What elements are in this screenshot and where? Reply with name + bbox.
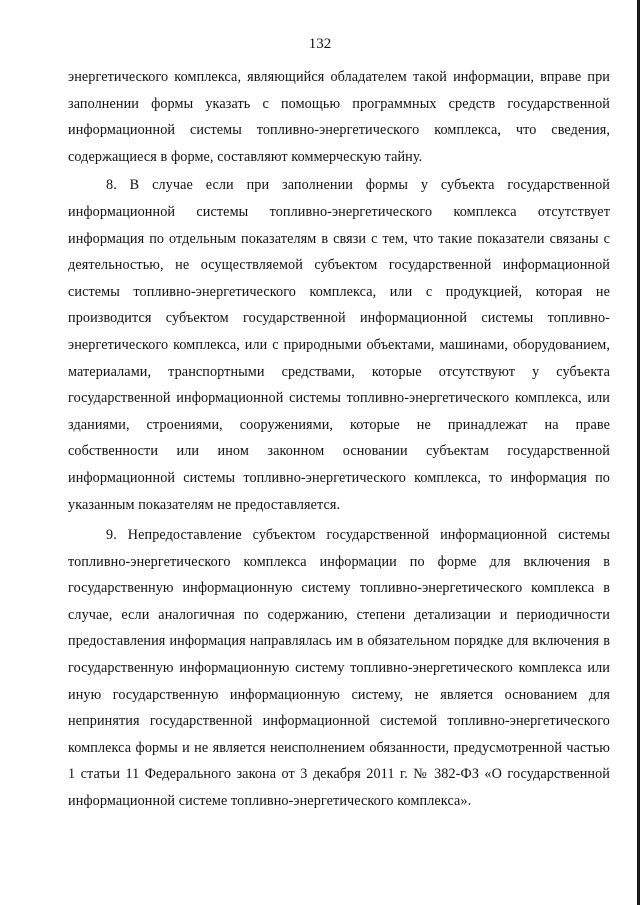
page-number: 132 <box>308 36 332 52</box>
paragraph-8: 8. В случае если при заполнении формы у субъекта государственной информационной системы топливно-энергетического комплекса отсутствует информация по отдельным показателям в связи с тем, что такие показатели связаны с деятельностью, не осуществляемой субъектом государственной информационной системы топливно-энергетического комплекса, или с продукцией, которая не производится субъектом государственной информационной системы топливно-энергетического комплекса, или с природными объектами, машинами, оборудованием, материалами, транспортными средствами, которые отсутствуют у субъекта государственной информационной системы топливно-энергетического комплекса, или зданиями, строениями, сооружениями, которые не принадлежат на праве собственности или ином законном основании субъектам государственной информационной системы топливно-энергетического комплекса, то информация по указанным показателям не предоставляется. <box>68 177 610 513</box>
paragraph-continuation: энергетического комплекса, являющийся обладателем такой информации, вправе при заполнении формы указать с помощью программных средств государственной информационной системы топливно-энергетического комплекса, что сведения, содержащиеся в форме, составляют коммерческую тайну. <box>68 69 610 165</box>
paragraph-9: 9. Непредоставление субъектом государственной информационной системы топливно-энергетического комплекса информации по форме для включения в государственную информационную систему топливно-энергетического комплекса в случае, если аналогичная по содержанию, степени детализации и периодичности предоставления информация направлялась им в обязательном порядке для включения в государственную информационную систему топливно-энергетического комплекса или иную государственную информационную систему, не является основанием для непринятия государственной информационной системой топливно-энергетического комплекса формы и не является неисполнением обязанности, предусмотренной частью 1 статьи 11 Федерального закона от 3 декабря 2011 г. № 382-ФЗ «О государственной информационной системе топливно-энергетического комплекса». <box>68 527 610 810</box>
document-body <box>68 64 610 815</box>
